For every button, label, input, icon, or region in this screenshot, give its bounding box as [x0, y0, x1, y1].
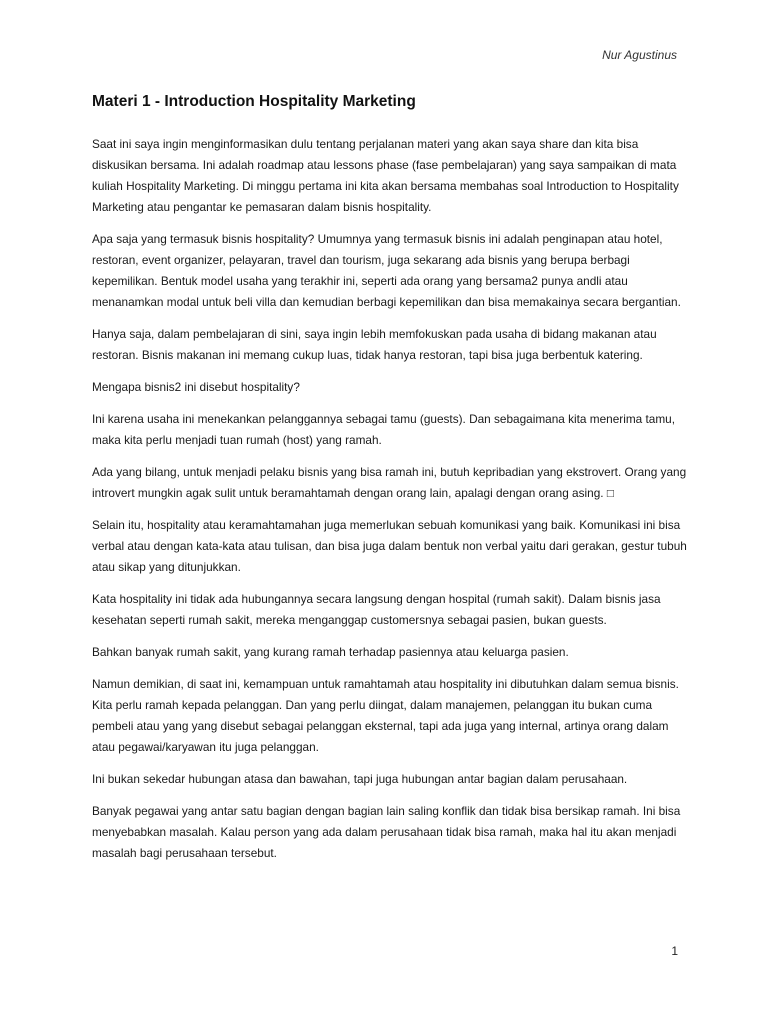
paragraph-2: Apa saja yang termasuk bisnis hospitality? Umumnya yang termasuk bisnis ini adalah penginapan atau hotel, restoran, event organizer, pelayaran, travel dan tourism, juga sekarang ada bisnis yang berupa berbagi kepemilikan. Bentuk model usaha yang terakhir ini, seperti ada orang yang bersama2 punya andli atau menanamkan modal untuk beli villa dan kemudian berbagi kepemilikan dan bisa memakainya secara bergantian.: [92, 232, 681, 309]
paragraph-11: Ini bukan sekedar hubungan atasa dan bawahan, tapi juga hubungan antar bagian dalam perusahaan.: [92, 772, 628, 786]
paragraph-1: Saat ini saya ingin menginformasikan dulu tentang perjalanan materi yang akan saya share dan kita bisa diskusikan bersama. Ini adalah roadmap atau lessons phase (fase pembelajaran) yang saya sampaikan di mata kuliah Hospitality Marketing. Di minggu pertama ini kita akan bersama membahas soal Introduction to Hospitality Marketing atau pengantar ke pemasaran dalam bisnis hospitality.: [92, 137, 679, 214]
paragraph-5: Ini karena usaha ini menekankan pelanggannya sebagai tamu (guests). Dan sebagaimana kita menerima tamu, maka kita perlu menjadi tuan rumah (host) yang ramah.: [92, 412, 675, 447]
paragraph-3: Hanya saja, dalam pembelajaran di sini, saya ingin lebih memfokuskan pada usaha di bidang makanan atau restoran. Bisnis makanan ini memang cukup luas, tidak hanya restoran, tapi bisa juga berbentuk katering.: [92, 327, 657, 362]
header-author: Nur Agustinus: [602, 48, 677, 62]
paragraph-4: Mengapa bisnis2 ini disebut hospitality?: [92, 380, 300, 394]
paragraph-7: Selain itu, hospitality atau keramahtamahan juga memerlukan sebuah komunikasi yang baik. Komunikasi ini bisa verbal atau dengan kata-kata atau tulisan, dan bisa juga dalam bentuk non verbal yaitu dari gerakan, gestur tubuh atau sikap yang ditunjukkan.: [92, 518, 687, 574]
paragraph-9: Bahkan banyak rumah sakit, yang kurang ramah terhadap pasiennya atau keluarga pasien.: [92, 645, 569, 659]
document-title: Materi 1 - Introduction Hospitality Marketing: [92, 93, 416, 110]
paragraph-6: Ada yang bilang, untuk menjadi pelaku bisnis yang bisa ramah ini, butuh kepribadian yang ekstrovert. Orang yang introvert mungkin agak sulit untuk beramahtamah dengan orang lain, apalagi dengan orang asing. □: [92, 465, 687, 500]
paragraph-12: Banyak pegawai yang antar satu bagian dengan bagian lain saling konflik dan tidak bisa bersikap ramah. Ini bisa menyebabkan masalah. Kalau person yang ada dalam perusahaan tidak bisa ramah, maka hal itu akan menjadi masalah bagi perusahaan tersebut.: [92, 804, 681, 860]
document-body: [92, 134, 692, 875]
paragraph-10: Namun demikian, di saat ini, kemampuan untuk ramahtamah atau hospitality ini dibutuhkan dalam semua bisnis. Kita perlu ramah kepada pelanggan. Dan yang perlu diingat, dalam manajemen, pelanggan itu bukan cuma pembeli atau yang yang disebut sebagai pelanggan eksternal, tapi ada juga yang internal, artinya orang dalam atau pegawai/karyawan itu juga pelanggan.: [92, 677, 679, 754]
page-number: 1: [671, 944, 678, 958]
paragraph-8: Kata hospitality ini tidak ada hubungannya secara langsung dengan hospital (rumah sakit). Dalam bisnis jasa kesehatan seperti rumah sakit, mereka menganggap customersnya sebagai pasien, bukan guests.: [92, 592, 661, 627]
